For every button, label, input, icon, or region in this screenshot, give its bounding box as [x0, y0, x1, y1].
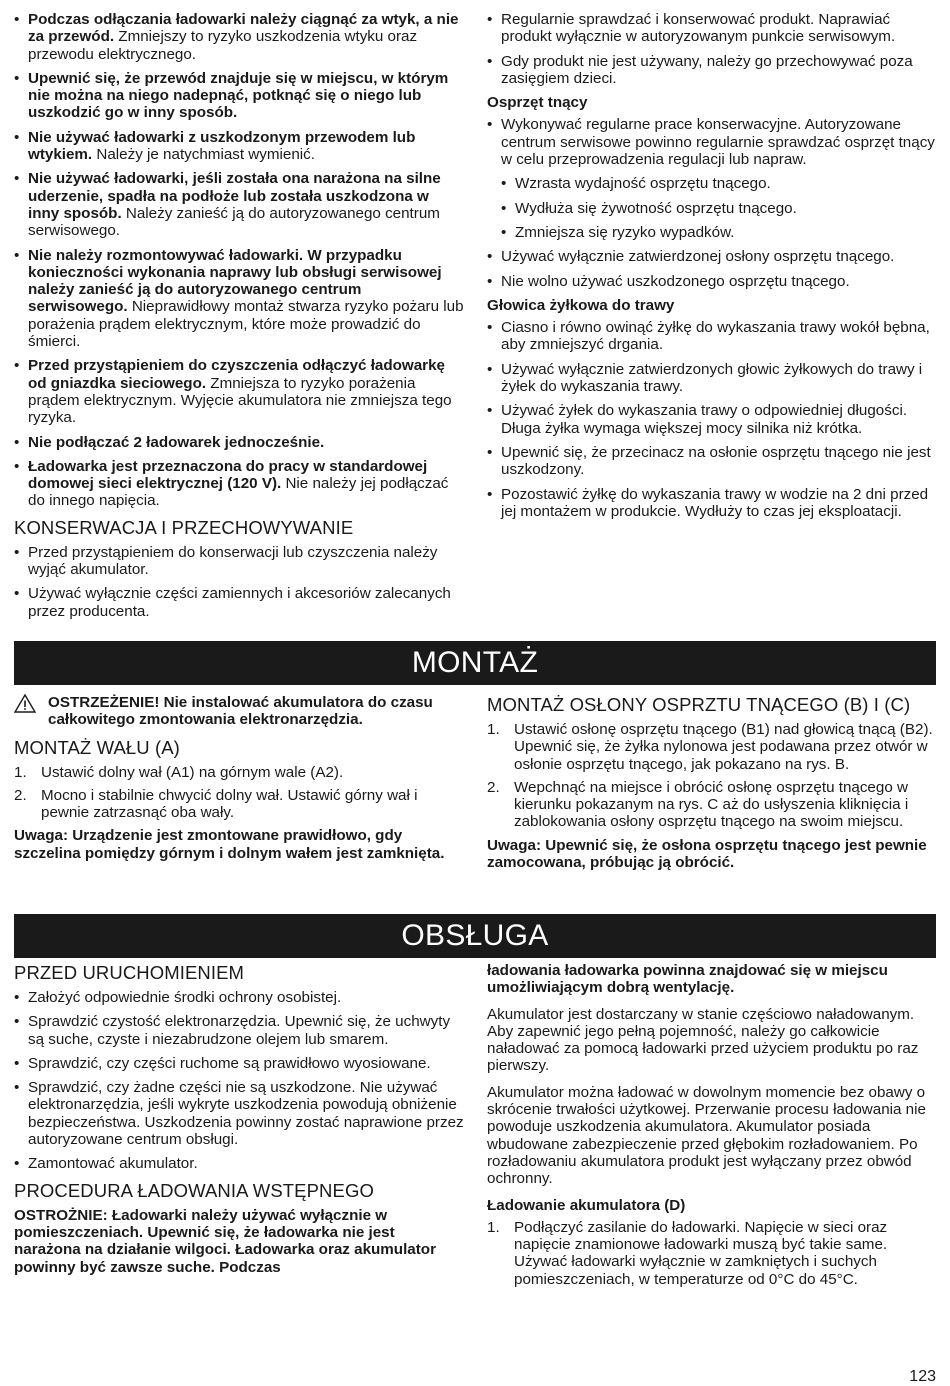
bold-text: Upewnić się, że przewód znajduje się w miejscu, w którym nie można na niego nadepnąć, potknąć się o niego lub uszkodzić go w inny sposób. [28, 69, 449, 122]
subheading-ladowanie: Ładowanie akumulatora (D) [487, 1196, 686, 1214]
bold-text: Nie używać ładowarki, jeśli została ona narażona na silne uderzenie, spadła na podłoże lub została uszkodzona w inny sposób. [28, 170, 441, 222]
list-item [487, 116, 936, 168]
przed-list [14, 989, 464, 1173]
list-item: • Pozostawić żyłkę do wykaszania trawy w wodzie na 2 dni przed jej montażem w produkcie. Wydłuży to czas jej eksploatacji. [487, 486, 936, 521]
list-item: • Upewnić się, że przecinacz na osłonie osprzętu tnącego nie jest uszkodzony. [487, 444, 936, 479]
warning-triangle-icon [14, 694, 36, 717]
section-heading-przed: PRZED URUCHOMIENIEM [14, 962, 245, 983]
list-item: • Używać wyłącznie zatwierdzonych głowic żyłkowych do trawy i żyłek do wykaszania trawy. [487, 361, 936, 396]
list-item [487, 779, 936, 831]
bold-text: Nie podłączać 2 ładowarek jednocześnie. [28, 433, 325, 451]
list-item [14, 70, 464, 122]
step-number: 2. [487, 778, 500, 796]
osprzet-list-2 [487, 248, 936, 290]
list-item: • Używać wyłącznie zatwierdzonej osłony osprzętu tnącego. [487, 248, 936, 265]
osprzet-list [487, 116, 936, 168]
list-item [14, 129, 464, 164]
list-item: • Sprawdzić czystość elektronarzędzia. Upewnić się, że uchwyty są suche, czyste i niezabrudzone olejem lub smarem. [14, 1013, 464, 1048]
list-item [487, 721, 936, 773]
top-left-column [14, 11, 464, 627]
list-item: • Założyć odpowiednie środki ochrony osobistej. [14, 989, 464, 1006]
list-item [14, 787, 464, 822]
list-item [14, 434, 464, 451]
list-item [14, 170, 464, 239]
list-item: • Nie wolno używać uszkodzonego osprzętu tnącego. [487, 273, 936, 290]
section-heading-oslony: MONTAŻ OSŁONY OSPRZTU TNĄCEGO (B) I (C) [487, 694, 911, 715]
list-item: • Zamontować akumulator. [14, 1155, 464, 1172]
bold-text: Ładowarka jest przeznaczona do pracy w standardowej domowej sieci elektrycznej (120 V). [28, 457, 428, 493]
note-oslony: Uwaga: Upewnić się, że osłona osprzętu tnącego jest pewnie zamocowana, próbując ją obrócić. [487, 836, 927, 872]
osprzet-sub-list [501, 175, 936, 241]
section-heading-walu: MONTAŻ WAŁU (A) [14, 736, 180, 758]
page-number: 123 [909, 1368, 936, 1385]
warning-block [14, 694, 464, 729]
bold-text: Przed przystąpieniem do czyszczenia odłączyć ładowarkę od gniazdka sieciowego. [28, 357, 445, 392]
glowica-list [487, 319, 936, 520]
item-text: Nie należy jej podłączać do innego napięcia. [28, 475, 449, 510]
konserwacja-list [14, 544, 464, 620]
list-item: • Używać wyłącznie części zamiennych i akcesoriów zalecanych przez producenta. [14, 585, 464, 620]
bold-text: Nie używać ładowarki z uszkodzonym przewodem lub wtykiem. [28, 128, 416, 164]
list-item: • Sprawdzić, czy żadne części nie są uszkodzone. Nie używać elektronarzędzia, jeśli wykryte uszkodzenia powodują obniżenie bezpieczeństwa. Uszkodzenia powinny zostać naprawione przez autoryzowane centrum obsługi. [14, 1079, 464, 1148]
section-banner-montaz: MONTAŻ [14, 641, 936, 685]
bold-text: Podczas odłączania ładowarki należy ciągnąć za wtyk, a nie za przewód. [28, 11, 459, 46]
step-number: 1. [487, 721, 500, 738]
list-item [14, 247, 464, 351]
section-banner-obsluga: OBSŁUGA [14, 914, 936, 958]
list-item: • Wydłuża się żywotność osprzętu tnącego. [501, 200, 936, 217]
item-text: Należy zanieść ją do autoryzowanego centrum serwisowego. [28, 204, 440, 240]
section-heading-konserwacja: KONSERWACJA I PRZECHOWYWANIE [14, 516, 354, 538]
warning-text: OSTRZEŻENIE! Nie instalować akumulatora do czasu całkowitego zmontowania elektronarzędzia. [48, 694, 433, 729]
list-item [14, 764, 464, 781]
obsluga-right-column [487, 962, 936, 1294]
paragraph: Akumulator jest dostarczany w stanie częściowo naładowanym. Aby zapewnić jego pełną pojemność, należy go całkowicie naładować za pomocą ładowarki przed użyciem produktu po raz pierwszy. [487, 1005, 919, 1075]
list-item [487, 1219, 936, 1288]
list-item: • Zmniejsza się ryzyko wypadków. [501, 224, 936, 241]
item-text: Należy je natychmiast wymienić. [92, 146, 315, 164]
step-text: Ustawić osłonę osprzętu tnącego (B1) nad głowicą tnącą (B2). Upewnić się, że żyłka nylonowa jest podawana przez otwór w osłonie osprzętu tnącego, jak pokazano na rys. B. [514, 721, 933, 773]
walu-steps [14, 764, 464, 822]
step-number: 1. [14, 763, 27, 781]
caution-text-continued: ładowania ładowarka powinna znajdować się w miejscu umożliwiającym dobrą wentylację. [487, 962, 888, 997]
step-text: Podłączyć zasilanie do ładowarki. Napięcie w sieci oraz napięcie znamionowe ładowarki muszą być takie same. Używać ładowarki wyłącznie w zamkniętych i suchych pomieszczeniach, w temperaturze od 0°C do 45°C. [514, 1218, 888, 1288]
step-number: 1. [487, 1218, 500, 1236]
maintenance-list [487, 11, 936, 87]
item-text: Wykonywać regularne prace konserwacyjne. Autoryzowane centrum serwisowe powinno regularnie sprawdzać osprzęt tnący w celu przeprowadzenia regulacji lub napraw. [501, 116, 935, 169]
subheading-glowica: Głowica żyłkowa do trawy [487, 296, 675, 314]
step-text: Ustawić dolny wał (A1) na górnym wale (A2). [41, 763, 344, 781]
list-item: • Przed przystąpieniem do konserwacji lub czyszczenia należy wyjąć akumulator. [14, 544, 464, 579]
section-heading-procedura: PROCEDURA ŁADOWANIA WSTĘPNEGO [14, 1179, 374, 1201]
list-item: • Wzrasta wydajność osprzętu tnącego. [501, 175, 936, 192]
item-text: Zmniejszy to ryzyko uszkodzenia wtyku oraz przewodu elektrycznego. [28, 28, 418, 63]
step-number: 2. [14, 786, 27, 804]
list-item: • Gdy produkt nie jest używany, należy go przechowywać poza zasięgiem dzieci. [487, 53, 936, 88]
montaz-left-column [14, 694, 464, 871]
list-item: • Sprawdzić, czy części ruchome są prawidłowo wyosiowane. [14, 1055, 464, 1072]
list-item: • Ciasno i równo owinąć żyłkę do wykaszania trawy wokół bębna, aby zmniejszyć drgania. [487, 319, 936, 354]
list-item: • Używać żyłek do wykaszania trawy o odpowiedniej długości. Długa żyłka wymaga większej mocy silnika niż krótka. [487, 402, 936, 437]
item-text: Nieprawidłowy montaż stwarza ryzyko pożaru lub porażenia prądem elektrycznym, które może prowadzić do śmierci. [28, 298, 464, 351]
bold-text: Nie należy rozmontowywać ładowarki. W przypadku konieczności wykonania naprawy lub obsługi serwisowej należy zanieść ją do autoryzowanego centrum serwisowego. [28, 246, 442, 316]
item-text: Zmniejsza to ryzyko porażenia prądem elektrycznym. Wyjęcie akumulatora nie zmniejsza tego ryzyka. [28, 374, 452, 427]
list-item [14, 11, 464, 63]
ladowanie-steps [487, 1219, 936, 1288]
charger-safety-list [14, 11, 464, 510]
note-walu: Uwaga: Urządzenie jest zmontowane prawidłowo, gdy szczelina pomiędzy górnym i dolnym wałem jest zamknięta. [14, 827, 445, 862]
list-item [14, 357, 464, 426]
oslony-steps [487, 721, 936, 831]
montaz-right-column [487, 694, 936, 880]
top-right-column [487, 11, 936, 527]
list-item [14, 458, 464, 510]
caution-text: OSTROŻNIE: Ładowarki należy używać wyłącznie w pomieszczeniach. Upewnić się, że ładowarka nie jest narażona na działanie wilgoci. Ładowarka oraz akumulator powinny być zawsze suche. Podczas [14, 1206, 436, 1276]
step-text: Wepchnąć na miejsce i obrócić osłonę osprzętu tnącego w kierunku pokazanym na rys. C aż do usłyszenia kliknięcia i zablokowania osłony osprzętu tnącego na swoim miejscu. [514, 778, 909, 831]
paragraph: Akumulator można ładować w dowolnym momencie bez obawy o skrócenie trwałości użytkowej. Przerwanie procesu ładowania nie powoduje uszkodzenia akumulatora. Akumulator posiada wbudowane zabezpieczenie przed głębokim rozładowaniem. Po rozładowaniu akumulatora produkt jest wyłączany przez obwód ochronny. [487, 1083, 926, 1188]
step-text: Mocno i stabilnie chwycić dolny wał. Ustawić górny wał i pewnie zatrzasnąć oba wały. [41, 786, 418, 822]
subheading-osprzet: Osprzęt tnący [487, 94, 588, 112]
obsluga-left-column [14, 962, 464, 1285]
list-item: • Regularnie sprawdzać i konserwować produkt. Naprawiać produkt wyłącznie w autoryzowanym punkcie serwisowym. [487, 11, 936, 46]
